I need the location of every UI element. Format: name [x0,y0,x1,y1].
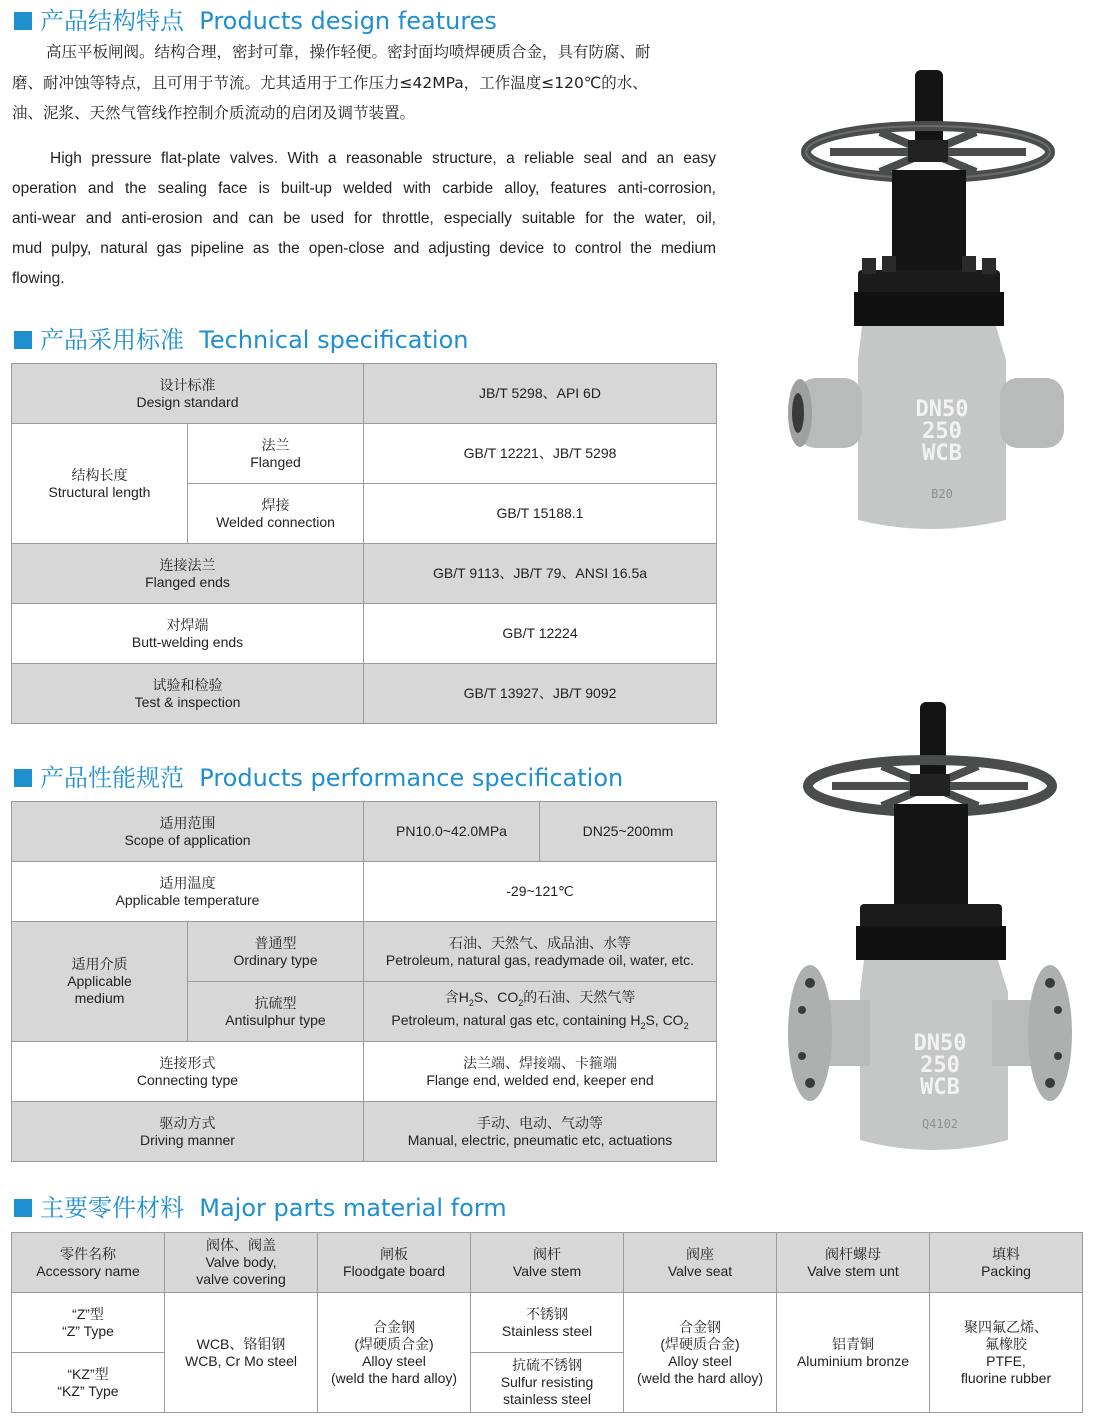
section-title-cn: 产品性能规范 [40,764,184,792]
connecting-label: 连接形式 Connecting type [12,1042,364,1102]
header-floodgate: 闸板 Floodgate board [318,1233,471,1293]
welded-gate-valve-image [770,60,1090,540]
table-row [12,364,717,424]
table-row [12,1102,717,1162]
section-title-technical [14,328,468,352]
temperature-label: 适用温度 Applicable temperature [12,862,364,922]
flanged-ends-label: 连接法兰 Flanged ends [12,544,364,604]
test-value: GB/T 13927、JB/T 9092 [364,664,717,724]
intro-cn-line: 高压平板闸阀。结构合理，密封可靠，操作轻便。密封面均喷焊硬质合金，具有防腐、耐 [46,43,651,61]
nut-material: 铝青铜 Aluminium bronze [777,1293,930,1413]
table-row [12,1293,1083,1353]
driving-value: 手动、电动、气动等 Manual, electric, pneumatic etc, actuations [364,1102,717,1162]
header-packing: 填料 Packing [930,1233,1083,1293]
intro-en-line: anti-wear and anti-erosion and can be used for throttle, especially suitable for the water, oil, [12,210,716,227]
valve-marking-3: WCB [922,441,962,466]
section-title-en: Major parts material form [199,1194,507,1222]
table-row [12,862,717,922]
valve-marking-2: 250 [920,1053,960,1078]
table-row [12,1042,717,1102]
intro-en-line: High pressure flat-plate valves. With a reasonable structure, a reliable seal and an easy [50,150,716,167]
header-stem-nut: 阀杆螺母 Valve stem unt [777,1233,930,1293]
test-label: 试验和检验 Test & inspection [12,664,364,724]
intro-cn-line: 油、泥浆、天然气管线作控制介质流动的启闭及调节装置。 [12,104,416,122]
intro-cn-line: 磨、耐冲蚀等特点，且可用于节流。尤其适用于工作压力≤42MPa，工作温度≤120℃的水、 [12,73,648,92]
table-row [12,604,717,664]
table-row [12,802,717,862]
section-title-features [14,9,497,33]
section-title-cn: 主要零件材料 [40,1194,184,1222]
header-valve-stem: 阀杆 Valve stem [471,1233,624,1293]
stem-z-material: 不锈钢 Stainless steel [471,1293,624,1353]
butt-welding-value: GB/T 12224 [364,604,717,664]
valve-marking-2: 250 [922,419,962,444]
butt-welding-label: 对焊端 Butt-welding ends [12,604,364,664]
z-type-label: “Z”型 “Z” Type [12,1293,165,1353]
valve-marking-1: DN50 [915,397,969,422]
intro-en-line: mud pulpy, natural gas pipeline as the open-close and adjusting device to control the medium [12,240,716,257]
antisulphur-value: 含$H_2S$、$CO_2$的石油、天然气等 Petroleum, natural gas etc, containing $H_2S$, $CO_2$ [364,982,717,1042]
flanged-value: GB/T 12221、JB/T 5298 [364,424,717,484]
table-row [12,922,717,982]
ordinary-label: 普通型 Ordinary type [188,922,364,982]
valve-cast-mark: Q4102 [921,1117,959,1131]
ordinary-value: 石油、天然气、成品油、水等 Petroleum, natural gas, readymade oil, water, etc. [364,922,717,982]
technical-spec-table [11,363,717,724]
temperature-value: -29~121℃ [364,862,717,922]
intro-en [12,144,716,294]
intro-cn [12,37,716,129]
table-row [12,424,717,484]
section-title-en: Products performance specification [199,764,624,792]
table-row [12,544,717,604]
valve-marking-1: DN50 [913,1031,967,1056]
section-title-en: Technical specification [199,326,469,354]
flanged-label: 法兰 Flanged [188,424,364,484]
section-title-en: Products design features [199,7,497,35]
section-marker-icon [14,1199,32,1217]
valve-marking-3: WCB [920,1075,960,1100]
kz-type-label: “KZ”型 “KZ” Type [12,1353,165,1413]
performance-spec-table [11,801,717,1162]
table-header-row [12,1233,1083,1293]
table-row [12,664,717,724]
design-standard-label: 设计标准 Design standard [12,364,364,424]
section-title-materials [14,1196,507,1220]
valve-cast-mark: B20 [931,487,953,501]
flanged-ends-value: GB/T 9113、JB/T 79、ANSI 16.5a [364,544,717,604]
medium-label: 适用介质 Applicable medium [12,922,188,1042]
structural-length-label: 结构长度 Structural length [12,424,188,544]
connecting-value: 法兰端、焊接端、卡箍端 Flange end, welded end, keeper end [364,1042,717,1102]
intro-en-line: operation and the sealing face is built-up welded with carbide alloy, features anti-corrosion, [12,180,716,197]
body-material: WCB、铬钼钢 WCB, Cr Mo steel [165,1293,318,1413]
section-marker-icon [14,12,32,30]
design-standard-value: JB/T 5298、API 6D [364,364,717,424]
welded-label: 焊接 Welded connection [188,484,364,544]
header-accessory: 零件名称 Accessory name [12,1233,165,1293]
section-title-cn: 产品结构特点 [40,7,184,35]
driving-label: 驱动方式 Driving manner [12,1102,364,1162]
packing-material: 聚四氟乙烯、 氟橡胶 PTFE, fluorine rubber [930,1293,1083,1413]
section-marker-icon [14,769,32,787]
scope-label: 适用范围 Scope of application [12,802,364,862]
section-title-performance [14,766,623,790]
scope-pressure: PN10.0~42.0MPa [364,802,540,862]
materials-table [11,1232,1083,1413]
section-title-cn: 产品采用标准 [40,326,184,354]
section-marker-icon [14,331,32,349]
intro-en-line: flowing. [12,270,65,287]
welded-value: GB/T 15188.1 [364,484,717,544]
scope-size: DN25~200mm [540,802,717,862]
seat-material: 合金钢 (焊硬质合金) Alloy steel (weld the hard alloy) [624,1293,777,1413]
flanged-gate-valve-image [770,700,1090,1170]
header-valve-seat: 阀座 Valve seat [624,1233,777,1293]
header-valve-body: 阀体、阀盖 Valve body, valve covering [165,1233,318,1293]
board-material: 合金钢 (焊硬质合金) Alloy steel (weld the hard alloy) [318,1293,471,1413]
antisulphur-label: 抗硫型 Antisulphur type [188,982,364,1042]
stem-kz-material: 抗硫不锈钢 Sulfur resisting stainless steel [471,1353,624,1413]
